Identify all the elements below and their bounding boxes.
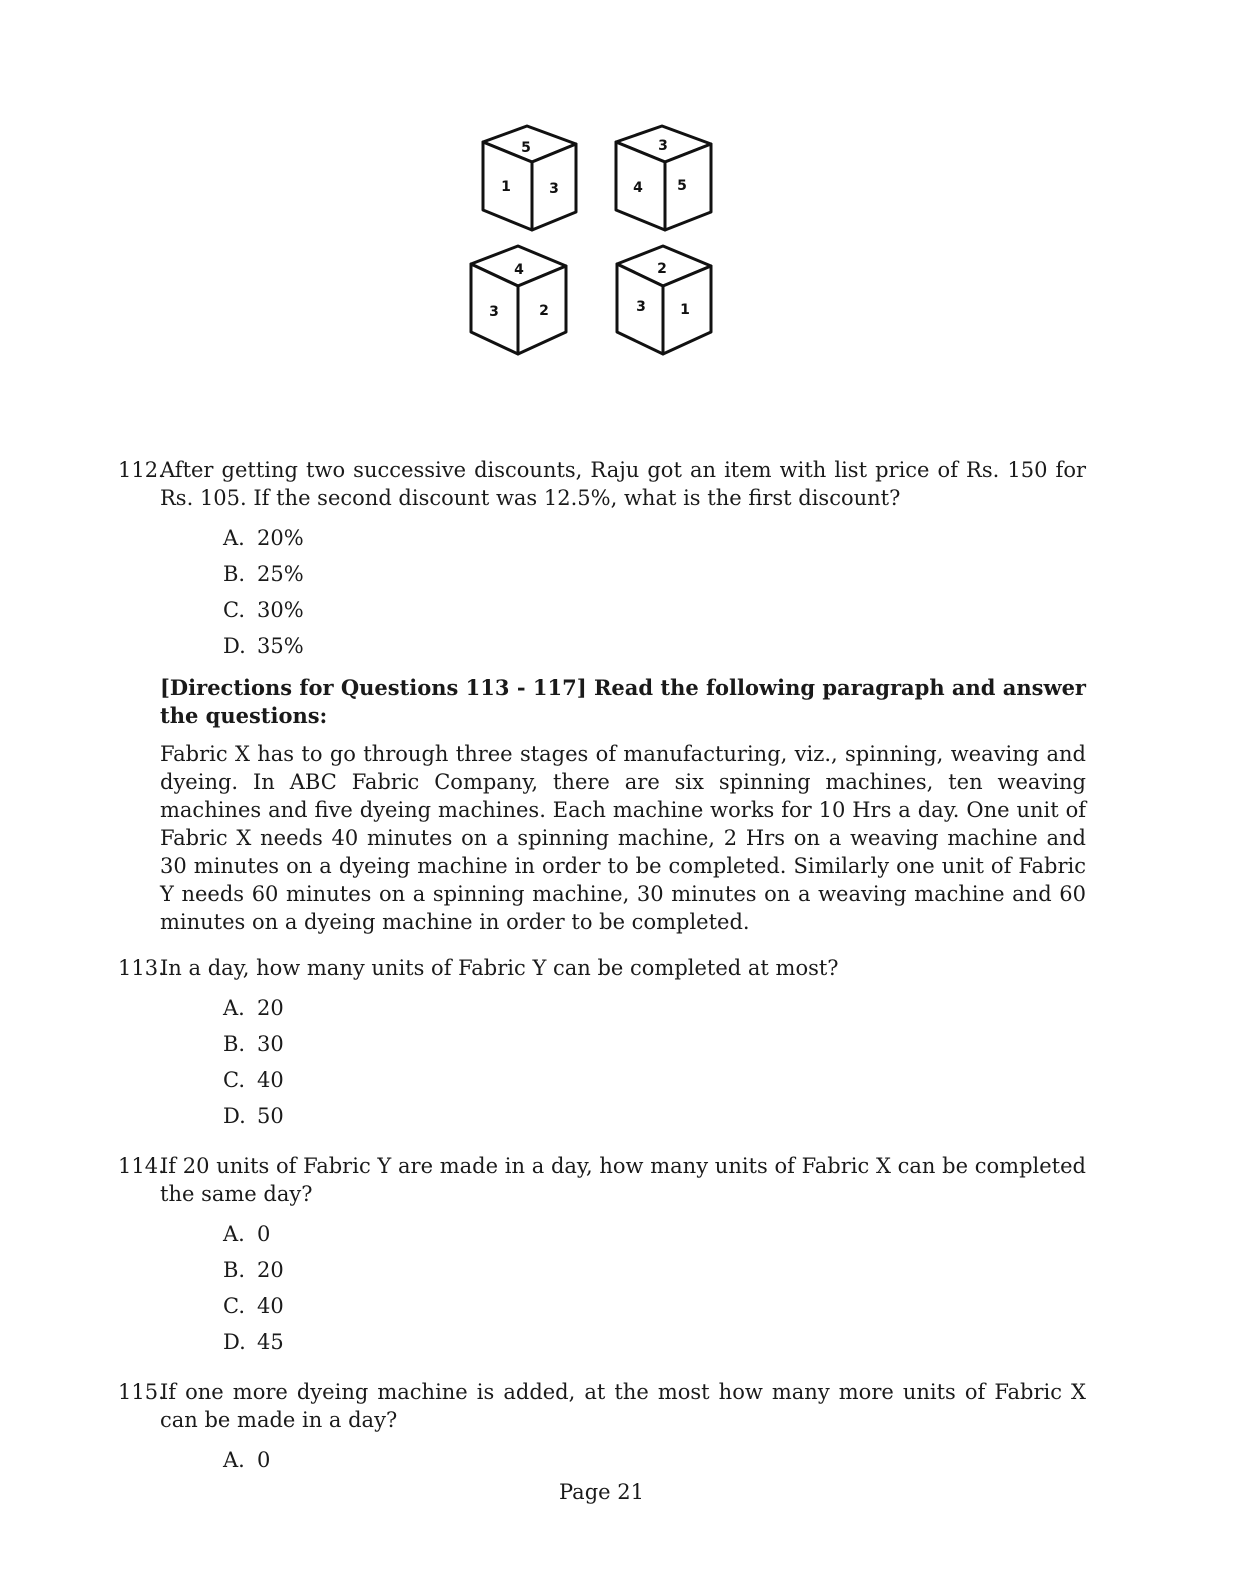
die-1-left: 1 <box>501 179 511 195</box>
question-112 <box>118 456 1086 512</box>
option-text: 30 <box>257 1032 284 1056</box>
page-number: Page 21 <box>559 1480 644 1504</box>
option-d <box>223 1324 1086 1360</box>
die-1 <box>483 126 576 230</box>
option-letter: C. <box>223 1294 245 1318</box>
option-a <box>223 990 1086 1026</box>
die-4-top: 2 <box>657 261 667 277</box>
die-1-right: 3 <box>549 181 559 197</box>
option-text: 45 <box>257 1330 284 1354</box>
die-4-left: 3 <box>636 299 646 315</box>
question-114 <box>118 1152 1086 1208</box>
question-text: If 20 units of Fabric Y are made in a day, how many units of Fabric X can be completed the same day? <box>160 1154 1086 1206</box>
option-letter: B. <box>223 562 246 586</box>
question-115 <box>118 1378 1086 1434</box>
option-a <box>223 1442 1086 1478</box>
option-text: 20 <box>257 1258 284 1282</box>
option-text: 0 <box>257 1448 271 1472</box>
die-3-left: 3 <box>489 304 499 320</box>
option-a <box>223 1216 1086 1252</box>
option-text: 0 <box>257 1222 271 1246</box>
question-113 <box>118 954 1086 982</box>
question-text: After getting two successive discounts, Raju got an item with list price of Rs. 150 for Rs. 105. If the second discount was 12.5%, what is the first discount? <box>160 458 1086 510</box>
option-text: 50 <box>257 1104 284 1128</box>
die-3 <box>471 246 566 354</box>
die-3-top: 4 <box>514 262 524 278</box>
option-b <box>223 556 1086 592</box>
option-letter: A. <box>223 996 245 1020</box>
option-d <box>223 628 1086 664</box>
die-4 <box>617 246 711 354</box>
option-text: 30% <box>257 598 304 622</box>
die-2-left: 4 <box>633 180 643 196</box>
die-2-top: 3 <box>658 138 668 154</box>
option-c <box>223 1062 1086 1098</box>
die-2 <box>616 126 711 230</box>
option-text: 20 <box>257 996 284 1020</box>
option-letter: A. <box>223 1222 245 1246</box>
directions-heading: [Directions for Questions 113 - 117] Read the following paragraph and answer the questions: <box>160 675 1086 728</box>
question-number: 115. <box>118 1380 165 1404</box>
question-number: 112. <box>118 458 165 482</box>
option-text: 25% <box>257 562 304 586</box>
question-number: 114. <box>118 1154 165 1178</box>
option-b <box>223 1026 1086 1062</box>
options-list-112 <box>118 520 1086 664</box>
question-text: In a day, how many units of Fabric Y can be completed at most? <box>160 956 839 980</box>
option-letter: B. <box>223 1032 246 1056</box>
question-number: 113. <box>118 956 165 980</box>
option-a <box>223 520 1086 556</box>
option-letter: B. <box>223 1258 246 1282</box>
option-c <box>223 1288 1086 1324</box>
options-list-113 <box>118 990 1086 1134</box>
die-3-right: 2 <box>539 303 549 319</box>
dice-figure <box>455 118 725 368</box>
die-2-right: 5 <box>677 178 687 194</box>
option-letter: C. <box>223 1068 245 1092</box>
option-letter: D. <box>223 1104 246 1128</box>
option-letter: A. <box>223 1448 245 1472</box>
question-content <box>118 456 1086 1478</box>
option-letter: D. <box>223 634 246 658</box>
option-text: 40 <box>257 1068 284 1092</box>
directions-paragraph: Fabric X has to go through three stages of manufacturing, viz., spinning, weaving and dyeing. In ABC Fabric Company, there are six spinning machines, ten weaving machines and five dyeing machines. Each machine works for 10 Hrs a day. One unit of Fabric X needs 40 minutes on a spinning machine, 2 Hrs on a weaving machine and 30 minutes on a dyeing machine in order to be completed. Similarly one unit of Fabric Y needs 60 minutes on a spinning machine, 30 minutes on a weaving machine and 60 minutes on a dyeing machine in order to be completed. <box>160 742 1086 934</box>
die-1-top: 5 <box>521 140 531 156</box>
options-list-115 <box>118 1442 1086 1478</box>
question-text: If one more dyeing machine is added, at the most how many more units of Fabric X can be made in a day? <box>160 1380 1086 1432</box>
option-letter: C. <box>223 598 245 622</box>
option-text: 35% <box>257 634 304 658</box>
option-text: 20% <box>257 526 304 550</box>
option-c <box>223 592 1086 628</box>
option-b <box>223 1252 1086 1288</box>
option-text: 40 <box>257 1294 284 1318</box>
option-letter: A. <box>223 526 245 550</box>
option-d <box>223 1098 1086 1134</box>
option-letter: D. <box>223 1330 246 1354</box>
dice-diagram <box>455 118 725 368</box>
die-4-right: 1 <box>680 302 690 318</box>
options-list-114 <box>118 1216 1086 1360</box>
